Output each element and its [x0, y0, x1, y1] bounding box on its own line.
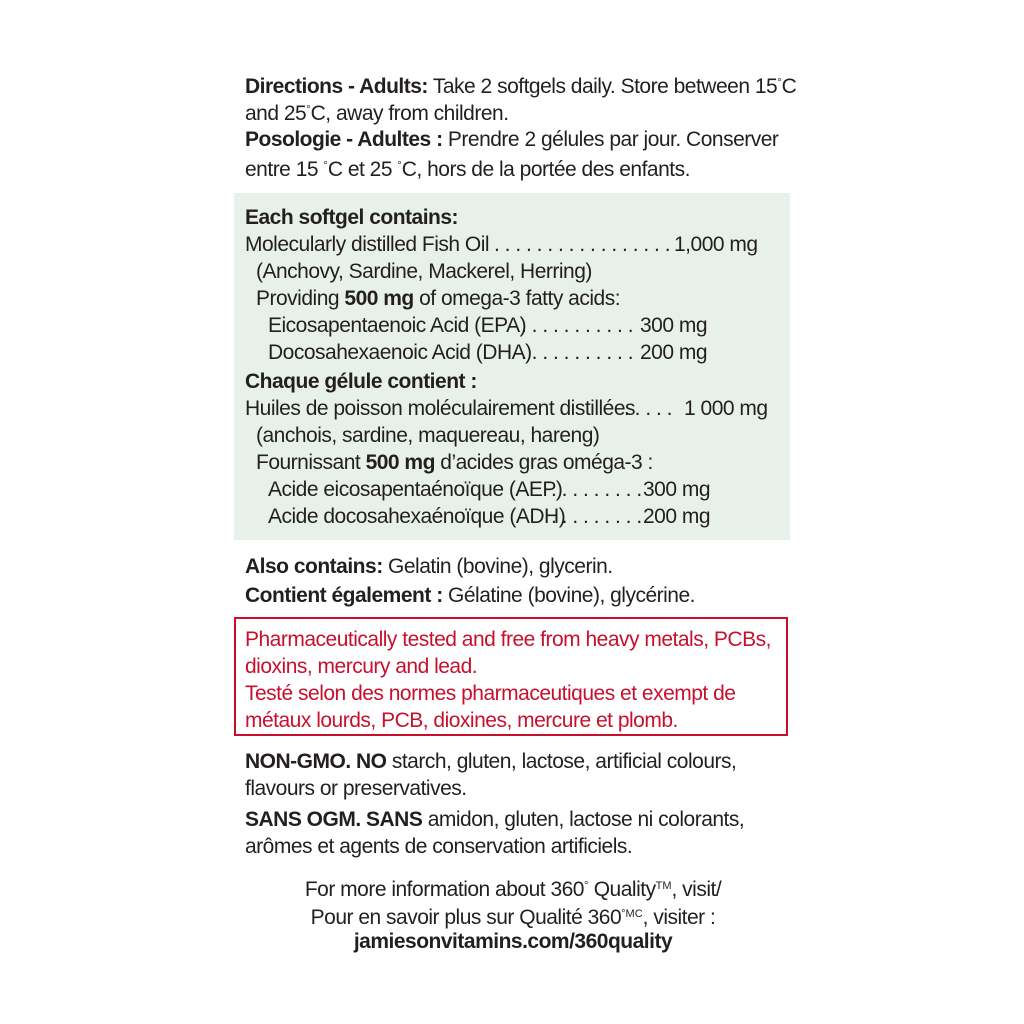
directions-en — [245, 70, 796, 100]
dha-dots: . . . . . . . . . . . — [521, 341, 634, 364]
tested-fr-line2: métaux lourds, PCB, dioxines, mercure et plomb. — [245, 709, 678, 732]
text-fragment: C et 25 — [327, 158, 398, 181]
directions-en-text: Take 2 softgels daily. Store between 15 — [427, 75, 778, 98]
also-contains-en — [245, 553, 613, 580]
text-fragment: , visit/ — [671, 878, 722, 901]
also-contains-text: Gelatin (bovine), glycerin. — [382, 555, 613, 578]
aep-dots: . . . . . . . . . — [551, 478, 642, 501]
poisson-sources: (anchois, sardine, maquereau, hareng) — [256, 424, 600, 447]
degree-symbol: ° — [323, 160, 328, 172]
contient-label: Contient également : — [245, 584, 443, 607]
ingredients-fr-heading: Chaque gélule contient : — [245, 370, 477, 393]
tested-en-line2: dioxins, mercury and lead. — [245, 655, 478, 678]
sans-ogm-fr-line2: arômes et agents de conservation artificiels. — [245, 835, 633, 858]
text-fragment: Quality — [588, 878, 656, 901]
degree-symbol: ° — [777, 77, 782, 89]
dha-amount: 200 mg — [640, 341, 708, 364]
non-gmo-text: starch, gluten, lactose, artificial colours, — [386, 750, 737, 773]
contient-text: Gélatine (bovine), glycérine. — [442, 584, 695, 607]
text-fragment: of omega-3 fatty acids: — [413, 287, 621, 310]
dha-label: Docosahexaenoic Acid (DHA) — [268, 341, 532, 364]
non-gmo-en — [245, 748, 736, 775]
also-contains-label: Also contains: — [245, 555, 383, 578]
also-contains-fr — [245, 582, 695, 609]
omega3-amount: 500 mg — [344, 287, 414, 310]
sans-ogm-fr — [245, 806, 744, 833]
sans-ogm-label: SANS OGM. SANS — [245, 808, 423, 831]
directions-fr-label: Posologie - Adultes : — [245, 128, 443, 151]
text-fragment: For more information about 360 — [304, 878, 584, 901]
directions-en-line2 — [245, 97, 509, 127]
degree-symbol: ° — [306, 104, 311, 116]
aep-amount: 300 mg — [643, 478, 711, 501]
omega3-providing — [256, 285, 620, 312]
directions-fr-line2 — [245, 153, 690, 183]
omega3-quantite: 500 mg — [365, 451, 435, 474]
epa-amount: 300 mg — [640, 314, 708, 337]
aep-label: Acide eicosapentaénoïque (AEP) — [268, 478, 563, 501]
degree-symbol: ° — [583, 880, 589, 892]
epa-label: Eicosapentaenoic Acid (EPA) — [268, 314, 527, 337]
adh-dots: . . . . . . . . . — [551, 505, 642, 528]
text-fragment: Pour en savoir plus sur Qualité 360 — [310, 906, 622, 929]
degree-symbol: ° — [397, 160, 402, 172]
directions-en-text-unit: C — [781, 75, 797, 98]
adh-label: Acide docosahexaénoïque (ADH) — [268, 505, 566, 528]
tested-fr-line1: Testé selon des normes pharmaceutiques et exempt de — [245, 682, 736, 705]
text-fragment: d’acides gras oméga-3 : — [434, 451, 653, 474]
text-fragment: entre 15 — [245, 158, 324, 181]
adh-amount: 200 mg — [643, 505, 711, 528]
non-gmo-label: NON-GMO. NO — [245, 750, 387, 773]
mc-symbol: °MC — [621, 908, 643, 920]
text-fragment: C, hors de la portée des enfants. — [401, 158, 690, 181]
directions-fr-text: Prendre 2 gélules par jour. Conserver — [442, 128, 779, 151]
directions-fr — [245, 126, 778, 153]
fish-oil-amount: 1,000 mg — [674, 233, 758, 256]
huiles-dots: . . . . . — [624, 397, 673, 420]
ingredients-en-heading: Each softgel contains: — [245, 206, 459, 229]
fish-sources: (Anchovy, Sardine, Mackerel, Herring) — [256, 260, 592, 283]
website-link[interactable]: jamiesonvitamins.com/360quality — [353, 930, 673, 953]
text-fragment: Providing — [256, 287, 345, 310]
text-fragment: and 25 — [245, 102, 307, 125]
trademark-symbol: TM — [655, 880, 672, 892]
huiles-label: Huiles de poisson moléculairement distillées — [245, 397, 636, 420]
text-fragment: Fournissant — [256, 451, 366, 474]
tested-en-line1: Pharmaceutically tested and free from heavy metals, PCBs, — [245, 628, 771, 651]
sans-ogm-text: amidon, gluten, lactose ni colorants, — [422, 808, 745, 831]
text-fragment: C, away from children. — [310, 102, 509, 125]
fish-oil-dots: . . . . . . . . . . . . . . . . . — [494, 233, 671, 256]
omega3-fournissant — [256, 449, 653, 476]
huiles-amount: 1 000 mg — [684, 397, 768, 420]
fish-oil-label: Molecularly distilled Fish Oil — [245, 233, 490, 256]
epa-dots: . . . . . . . . . . . — [521, 314, 634, 337]
directions-en-label: Directions - Adults: — [245, 75, 428, 98]
text-fragment: , visiter : — [642, 906, 716, 929]
non-gmo-en-line2: flavours or preservatives. — [245, 777, 467, 800]
